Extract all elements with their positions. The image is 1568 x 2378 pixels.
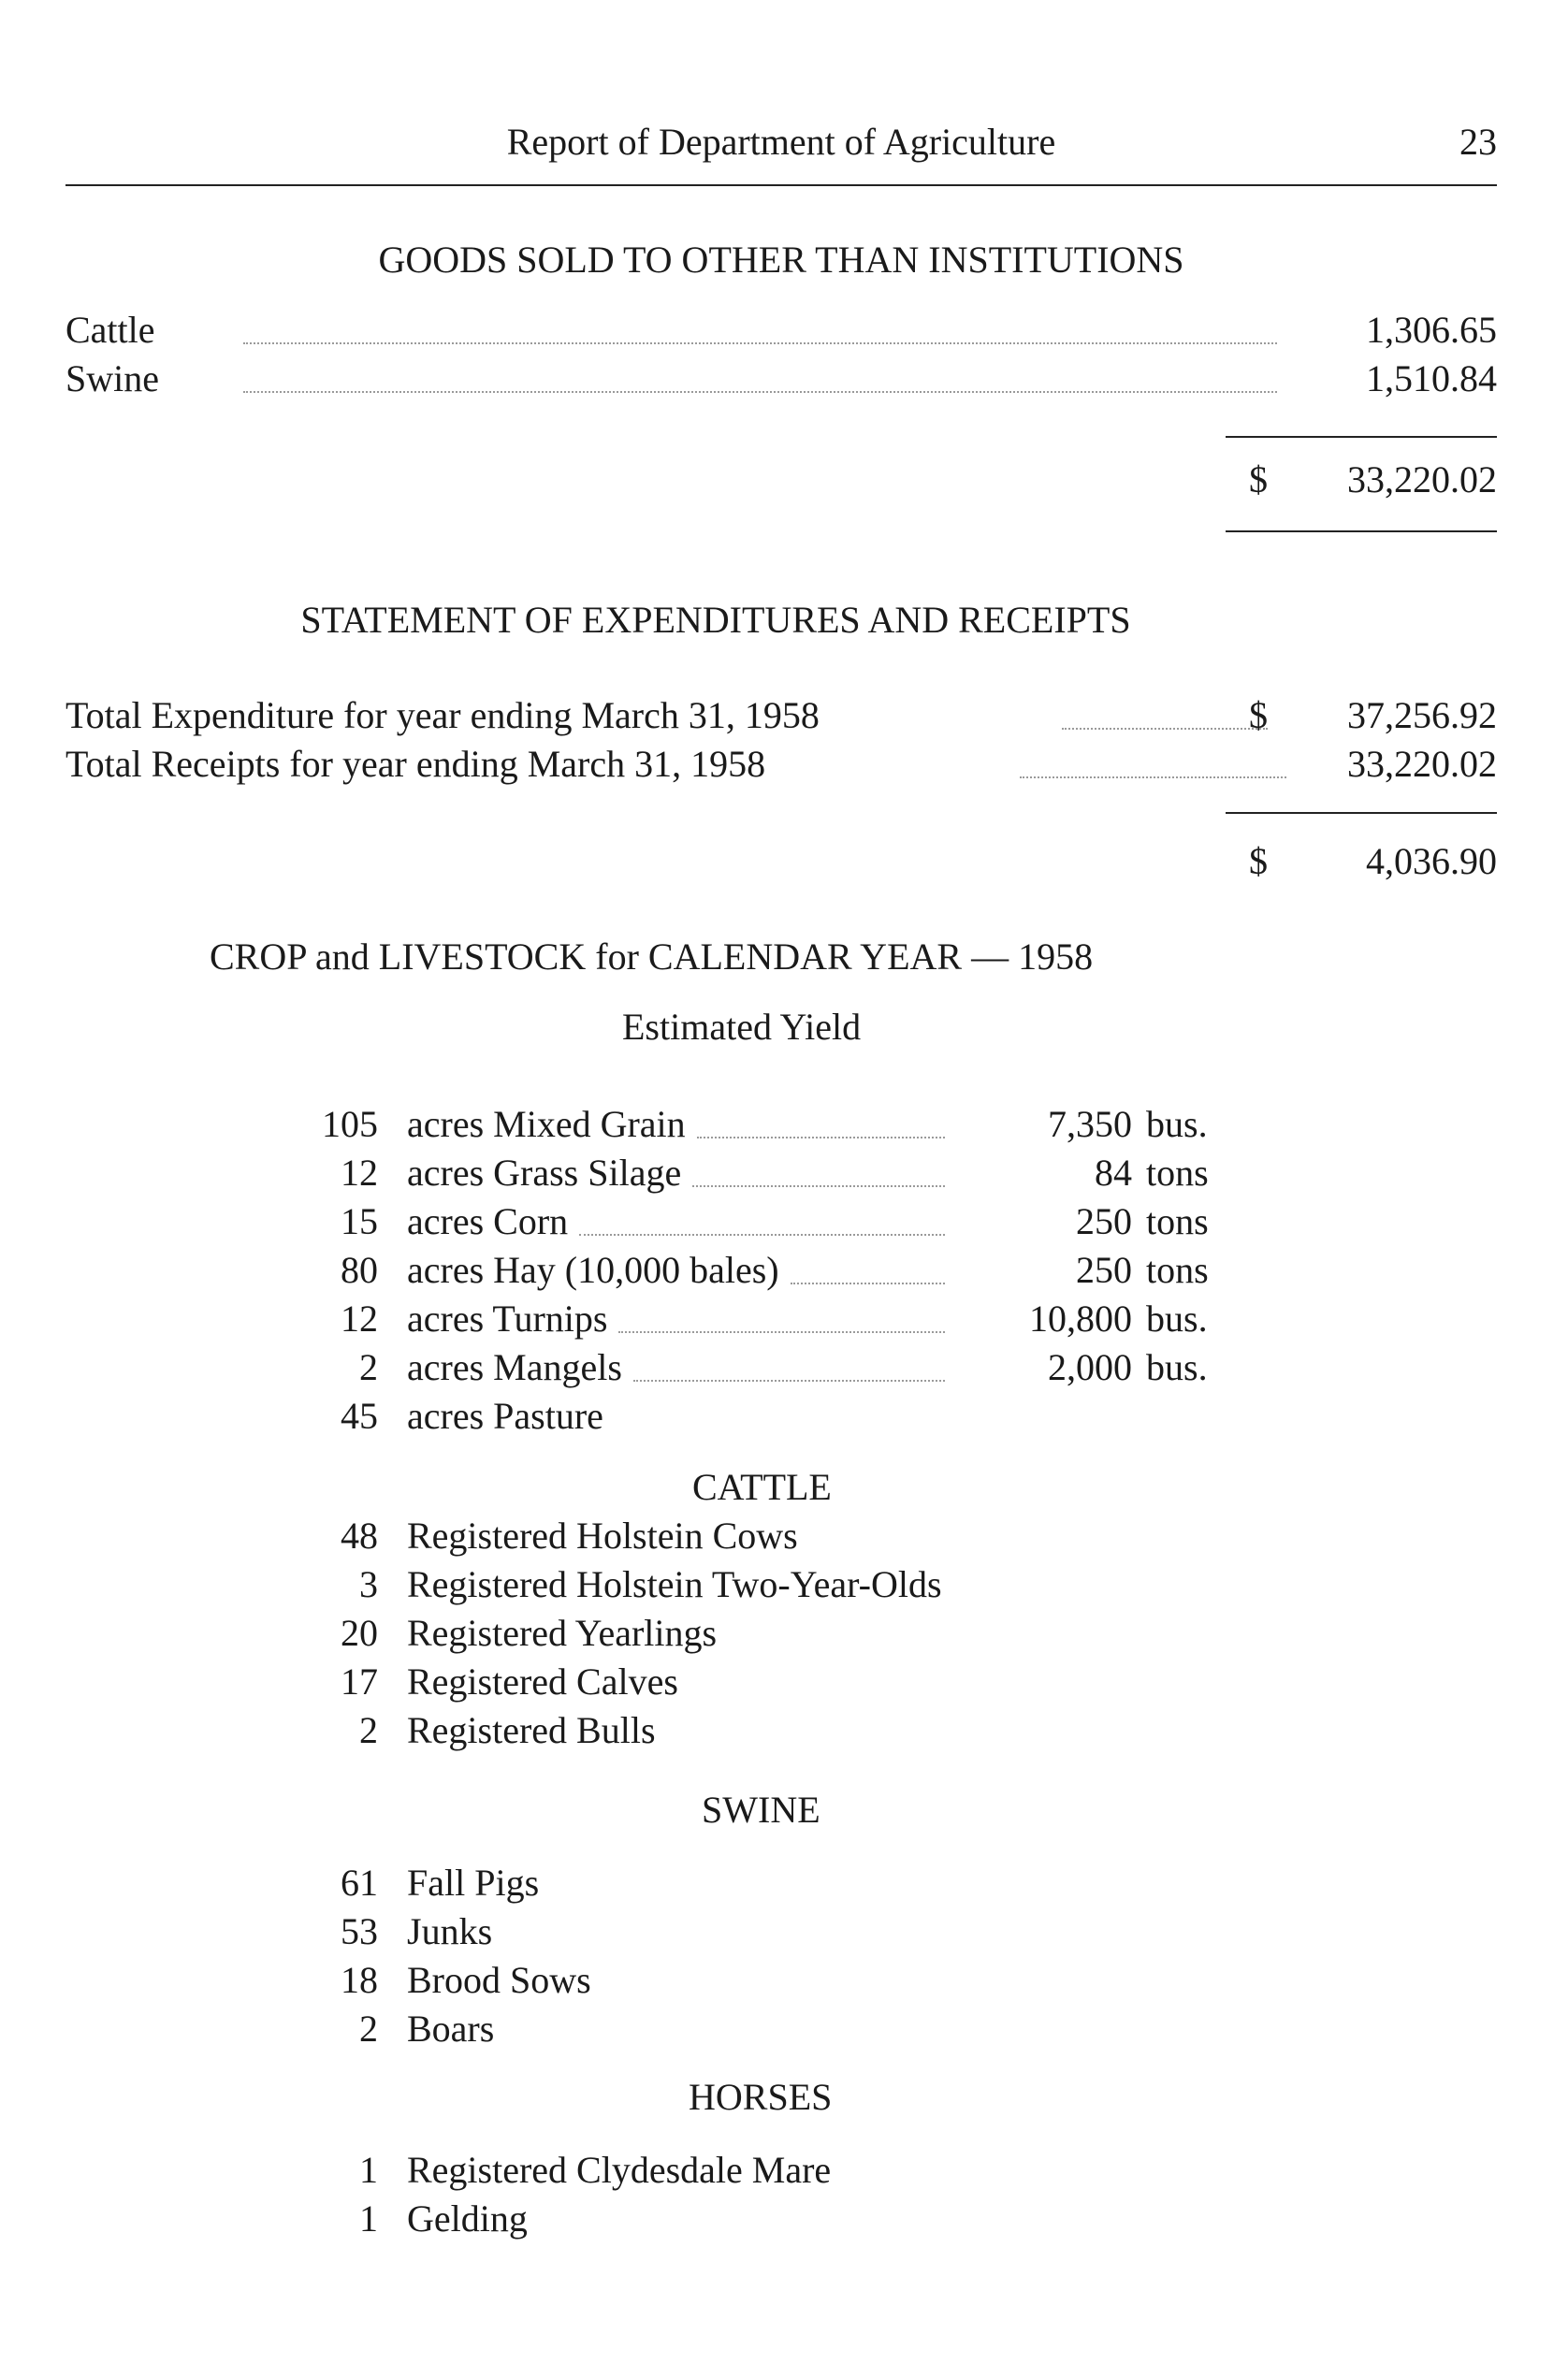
crop-description: acres Pasture — [407, 1395, 603, 1437]
acreage-count: 45 — [341, 1395, 378, 1437]
dot-leader — [1062, 728, 1268, 730]
cattle-description: Registered Calves — [407, 1660, 678, 1703]
total-rule — [1226, 530, 1497, 532]
crop-description: acres Mangels — [407, 1346, 622, 1388]
statement-label: Total Expenditure for year ending March 31, 1958 — [65, 694, 820, 736]
crop-description: acres Corn — [407, 1200, 569, 1242]
crop-description: acres Hay (10,000 bales) — [407, 1249, 779, 1291]
dot-leader — [579, 1234, 945, 1236]
header-rule — [65, 184, 1497, 186]
goods-amount: 1,306.65 — [1366, 309, 1497, 351]
cattle-description: Registered Holstein Two-Year-Olds — [407, 1563, 942, 1605]
yield-quantity: 84 — [1095, 1152, 1132, 1194]
swine-description: Fall Pigs — [407, 1862, 540, 1904]
page-number: 23 — [1459, 121, 1497, 163]
goods-label: Cattle — [65, 309, 155, 351]
swine-heading: SWINE — [702, 1789, 820, 1831]
document-page — [65, 0, 1497, 2378]
statement-heading: STATEMENT OF EXPENDITURES AND RECEIPTS — [300, 599, 1131, 641]
swine-description: Brood Sows — [407, 1959, 591, 2001]
currency-sign: $ — [1249, 458, 1268, 500]
running-header — [65, 119, 1497, 166]
currency-sign: $ — [1249, 840, 1268, 882]
goods-heading: GOODS SOLD TO OTHER THAN INSTITUTIONS — [378, 239, 1184, 281]
yield-unit: bus. — [1146, 1298, 1208, 1340]
head-count: 3 — [359, 1563, 378, 1605]
acreage-count: 80 — [341, 1249, 378, 1291]
yield-unit: bus. — [1146, 1346, 1208, 1388]
cattle-description: Registered Yearlings — [407, 1612, 718, 1654]
head-count: 48 — [341, 1515, 378, 1557]
statement-label: Total Receipts for year ending March 31, 1958 — [65, 743, 766, 785]
head-count: 18 — [341, 1959, 378, 2001]
dot-leader — [633, 1380, 945, 1382]
goods-label: Swine — [65, 357, 159, 399]
head-count: 17 — [341, 1660, 378, 1703]
yield-quantity: 250 — [1076, 1200, 1132, 1242]
statement-amount: 33,220.02 — [1347, 743, 1497, 785]
dot-leader — [243, 342, 1277, 344]
head-count: 20 — [341, 1612, 378, 1654]
dot-leader — [1020, 776, 1286, 778]
horses-heading: HORSES — [689, 2076, 833, 2118]
horses-description: Gelding — [407, 2197, 528, 2240]
subtotal-rule — [1226, 812, 1497, 814]
currency-sign: $ — [1249, 694, 1268, 736]
acreage-count: 12 — [341, 1298, 378, 1340]
dot-leader — [697, 1137, 945, 1138]
yield-unit: tons — [1146, 1200, 1209, 1242]
dot-leader — [791, 1283, 945, 1284]
crop-description: acres Turnips — [407, 1298, 608, 1340]
head-count: 2 — [359, 1709, 378, 1751]
yield-quantity: 10,800 — [1029, 1298, 1132, 1340]
acreage-count: 105 — [322, 1103, 378, 1145]
dot-leader — [243, 391, 1277, 393]
subtotal-rule — [1226, 436, 1497, 438]
yield-quantity: 7,350 — [1048, 1103, 1132, 1145]
acreage-count: 15 — [341, 1200, 378, 1242]
swine-description: Boars — [407, 2008, 495, 2050]
acreage-count: 2 — [359, 1346, 378, 1388]
head-count: 61 — [341, 1862, 378, 1904]
head-count: 2 — [359, 2008, 378, 2050]
yield-unit: tons — [1146, 1249, 1209, 1291]
crop-subheading: Estimated Yield — [622, 1006, 862, 1048]
statement-amount: 37,256.92 — [1347, 694, 1497, 736]
cattle-heading: CATTLE — [692, 1466, 832, 1508]
goods-total: 33,220.02 — [1347, 458, 1497, 500]
crop-heading: CROP and LIVESTOCK for CALENDAR YEAR — 1958 — [210, 935, 1094, 978]
yield-unit: tons — [1146, 1152, 1209, 1194]
crop-description: acres Grass Silage — [407, 1152, 682, 1194]
head-count: 1 — [359, 2149, 378, 2191]
dot-leader — [692, 1185, 945, 1187]
swine-description: Junks — [407, 1910, 493, 1952]
cattle-description: Registered Bulls — [407, 1709, 656, 1751]
dot-leader — [618, 1331, 945, 1333]
goods-amount: 1,510.84 — [1366, 357, 1497, 399]
yield-quantity: 250 — [1076, 1249, 1132, 1291]
head-count: 1 — [359, 2197, 378, 2240]
report-title: Report of Department of Agriculture — [506, 121, 1056, 163]
acreage-count: 12 — [341, 1152, 378, 1194]
yield-quantity: 2,000 — [1048, 1346, 1132, 1388]
horses-description: Registered Clydesdale Mare — [407, 2149, 832, 2191]
head-count: 53 — [341, 1910, 378, 1952]
statement-total: 4,036.90 — [1366, 840, 1497, 882]
crop-description: acres Mixed Grain — [407, 1103, 686, 1145]
cattle-description: Registered Holstein Cows — [407, 1515, 798, 1557]
yield-unit: bus. — [1146, 1103, 1208, 1145]
